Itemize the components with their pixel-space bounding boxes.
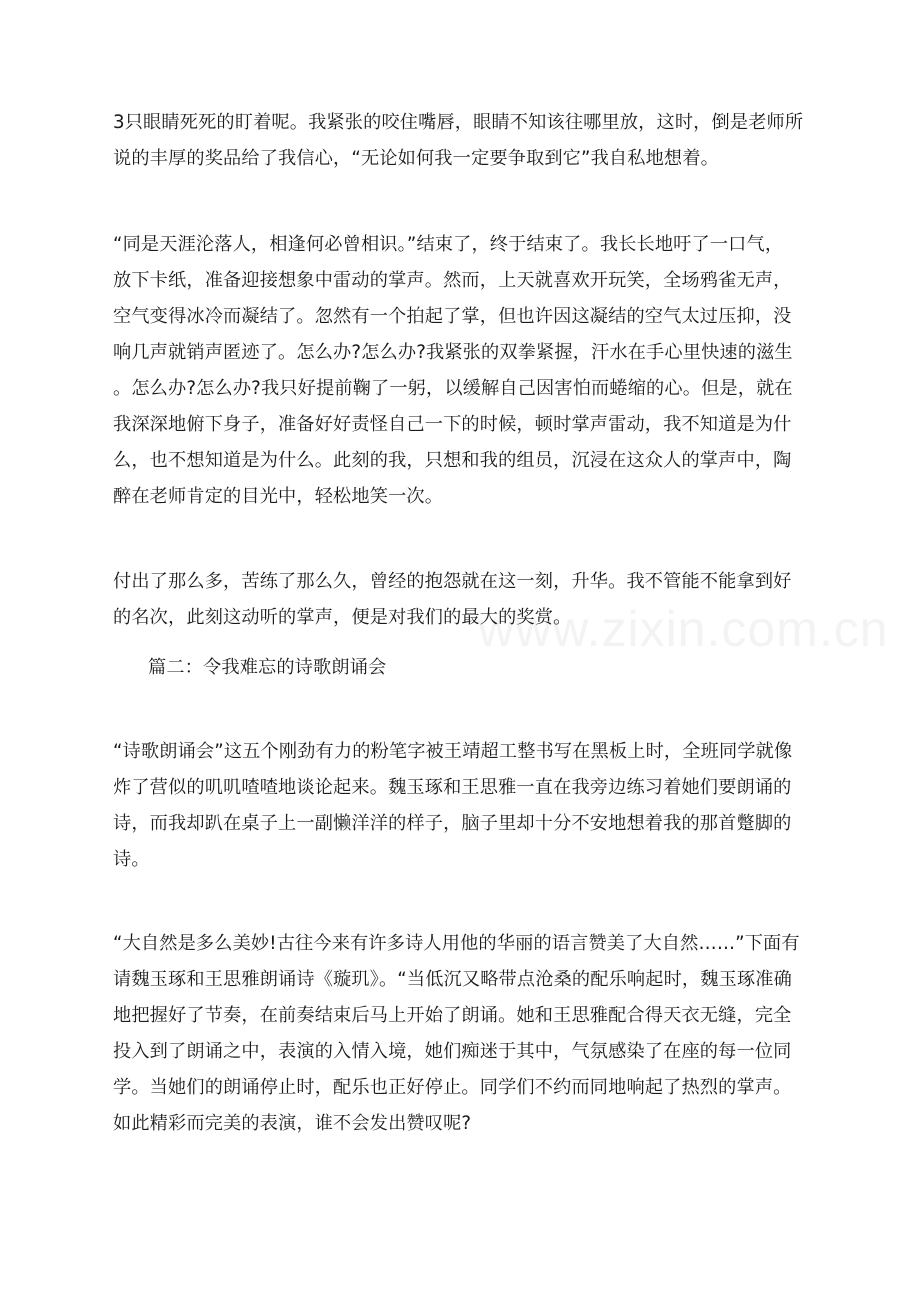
section-heading: 篇二：令我难忘的诗歌朗诵会 (148, 657, 387, 678)
paragraph-line: 放下卡纸，准备迎接想象中雷动的掌声。然而，上天就喜欢开玩笑，全场鸦雀无声， (113, 270, 792, 291)
paragraph-line: 3只眼睛死死的盯着呢。我紧张的咬住嘴唇，眼睛不知该往哪里放，这时，倒是老师所 (113, 112, 804, 133)
paragraph-line: 诗，而我却趴在桌子上一副懒洋洋的样子，脑子里却十分不安地想着我的那首蹩脚的 (113, 813, 792, 834)
paragraph-line: 醉在老师肯定的目光中，轻松地笑一次。 (113, 486, 444, 507)
paragraph-line: 炸了营似的叽叽喳喳地谈论起来。魏玉琢和王思雅一直在我旁边练习着她们要朗诵的 (113, 777, 792, 798)
paragraph-line: 空气变得冰冷而凝结了。忽然有一个拍起了掌，但也许因这凝结的空气太过压抑，没 (113, 306, 792, 327)
paragraph-line: 如此精彩而完美的表演，谁不会发出赞叹呢? (113, 1113, 472, 1134)
paragraph-line: “同是天涯沦落人，相逢何必曾相识。”结束了，终于结束了。我长长地吁了一口气， (113, 234, 784, 255)
paragraph-line: 响几声就销声匿迹了。怎么办?怎么办?我紧张的双拳紧握，汗水在手心里快速的滋生 (113, 342, 793, 363)
paragraph-line: 诗。 (113, 849, 150, 870)
paragraph-line: 学。当她们的朗诵停止时，配乐也正好停止。同学们不约而同地响起了热烈的掌声。 (113, 1077, 792, 1098)
paragraph-line: 投入到了朗诵之中，表演的入情入境，她们痴迷于其中，气氛感染了在座的每一位同 (113, 1041, 792, 1062)
paragraph-line: 地把握好了节奏，在前奏结束后马上开始了朗诵。她和王思雅配合得天衣无缝，完全 (113, 1005, 792, 1026)
paragraph-line: 么，也不想知道是为什么。此刻的我，只想和我的组员，沉浸在这众人的掌声中，陶 (113, 450, 792, 471)
paragraph-line: 。怎么办?怎么办?我只好提前鞠了一躬，以缓解自己因害怕而蜷缩的心。但是，就在 (113, 378, 793, 399)
paragraph-line: 付出了那么多，苦练了那么久，曾经的抱怨就在这一刻，升华。我不管能不能拿到好 (113, 571, 792, 592)
paragraph-line: “大自然是多么美妙!古往今来有许多诗人用他的华丽的语言赞美了大自然……”下面有 (113, 933, 800, 954)
paragraph-line: 请魏玉琢和王思雅朗诵诗《璇玑》。“当低沉又略带点沧桑的配乐响起时，魏玉琢准确 (113, 969, 792, 990)
paragraph-line: “诗歌朗诵会”这五个刚劲有力的粉笔字被王靖超工整书写在黑板上时，全班同学就像 (113, 741, 793, 762)
paragraph-line: 的名次，此刻这动听的掌声，便是对我们的最大的奖赏。 (113, 607, 572, 628)
paragraph-line: 我深深地俯下身子，准备好好责怪自己一下的时候，顿时掌声雷动，我不知道是为什 (113, 414, 792, 435)
watermark: www.zixin.com.cn (478, 601, 889, 657)
paragraph-line: 说的丰厚的奖品给了我信心，“无论如何我一定要争取到它”我自私地想着。 (113, 148, 719, 169)
